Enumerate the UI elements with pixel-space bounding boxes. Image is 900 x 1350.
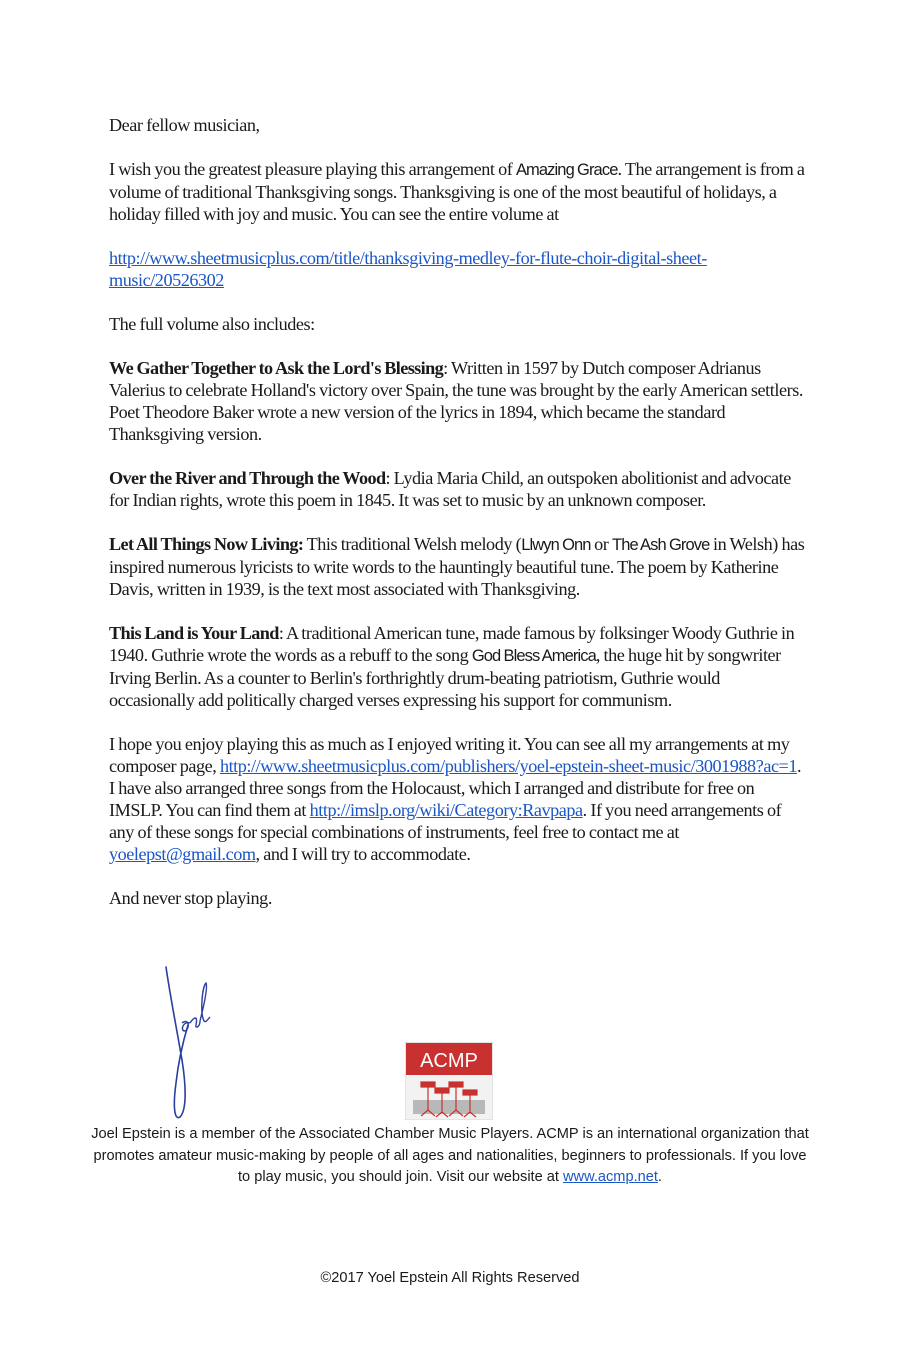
footer-text: Joel Epstein is a member of the Associated Chamber Music Players. ACMP is an international organization that promotes amateur music-making by people of all ages and nationalities, beginners to professionals. If you love to play music, you should join. Visit our website at: [91, 1126, 809, 1185]
song-title: We Gather Together to Ask the Lord's Blessing: [109, 358, 444, 378]
acmp-footer: [90, 1124, 810, 1189]
closing-text: I hope you enjoy playing this as much as I enjoyed writing it. You can see all my arrangements at my composer page,: [109, 734, 790, 776]
volume-link[interactable]: http://www.sheetmusicplus.com/title/thanksgiving-medley-for-flute-choir-digital-sheet-music/20526302: [109, 248, 707, 290]
alt-title: God Bless America: [471, 647, 596, 665]
handwritten-signature: [160, 965, 220, 1125]
acmp-logo: [405, 1042, 493, 1120]
copyright-notice: ©2017 Yoel Epstein All Rights Reserved: [320, 1270, 580, 1286]
signoff: And never stop playing.: [109, 888, 272, 908]
volume-link-paragraph: [109, 247, 809, 291]
song-description-or: or: [590, 534, 613, 554]
acmp-logo-text: ACMP: [420, 1050, 478, 1072]
song-description: : Written in 1597 by Dutch composer Adrianus Valerius to celebrate Holland's victory over Spain, the tune was brought by the early American settlers. Poet Theodore Baker wrote a new version of the lyrics in 1894, which became the standard Thanksgiving version.: [109, 358, 803, 444]
intro-text: I wish you the greatest pleasure playing this arrangement of: [109, 159, 516, 179]
song-entry: [109, 467, 809, 511]
piece-title: Amazing Grace: [515, 161, 618, 179]
closing-text: . I have also arranged three songs from the Holocaust, which I arranged and distribute for free on IMSLP. You can find them at: [109, 756, 802, 820]
song-title: This Land is Your Land: [109, 623, 279, 643]
letter-body: [109, 114, 809, 931]
closing-text: , and I will try to accommodate.: [255, 844, 471, 864]
song-entry: [109, 533, 809, 600]
song-entry: [109, 357, 809, 445]
includes-heading: The full volume also includes:: [109, 314, 315, 334]
footer-end: .: [657, 1169, 662, 1185]
imslp-link[interactable]: http://imslp.org/wiki/Category:Ravpapa: [309, 800, 583, 820]
closing-text: . If you need arrangements of any of these songs for special combinations of instruments, feel free to contact me at: [109, 800, 782, 842]
song-entry: [109, 622, 809, 711]
email-link[interactable]: yoelepst@gmail.com: [109, 844, 256, 864]
alt-title: The Ash Grove: [612, 536, 710, 554]
song-description: : Lydia Maria Child, an outspoken abolitionist and advocate for Indian rights, wrote this poem in 1845. It was set to music by an unknown composer.: [109, 468, 791, 510]
acmp-website-link[interactable]: www.acmp.net: [563, 1169, 658, 1185]
song-description: This traditional Welsh melody (: [303, 534, 522, 554]
intro-paragraph: [109, 158, 809, 225]
closing-paragraph: [109, 733, 809, 865]
song-title: Over the River and Through the Wood: [109, 468, 386, 488]
song-description: in Welsh) has inspired numerous lyricists to write words to the hauntingly beautiful tune. The poem by Katherine Davis, written in 1939, is the text most associated with Thanksgiving.: [109, 534, 805, 599]
song-description: , the huge hit by songwriter Irving Berlin. As a counter to Berlin's forthrightly drum-beating patriotism, Guthrie would occasionally add politically charged verses expressing his support for communism.: [109, 645, 781, 710]
greeting: Dear fellow musician,: [109, 115, 260, 135]
alt-title: Llwyn Onn: [521, 536, 591, 554]
song-description: : A traditional American tune, made famous by folksinger Woody Guthrie in 1940. Guthrie wrote the words as a rebuff to the song: [109, 623, 795, 665]
song-title: Let All Things Now Living:: [109, 534, 304, 554]
composer-page-link[interactable]: http://www.sheetmusicplus.com/publishers/yoel-epstein-sheet-music/3001988?ac=1: [219, 756, 798, 776]
intro-text-2: . The arrangement is from a volume of traditional Thanksgiving songs. Thanksgiving is one of the most beautiful of holidays, a holiday filled with joy and music. You can see the entire volume at: [109, 159, 805, 224]
